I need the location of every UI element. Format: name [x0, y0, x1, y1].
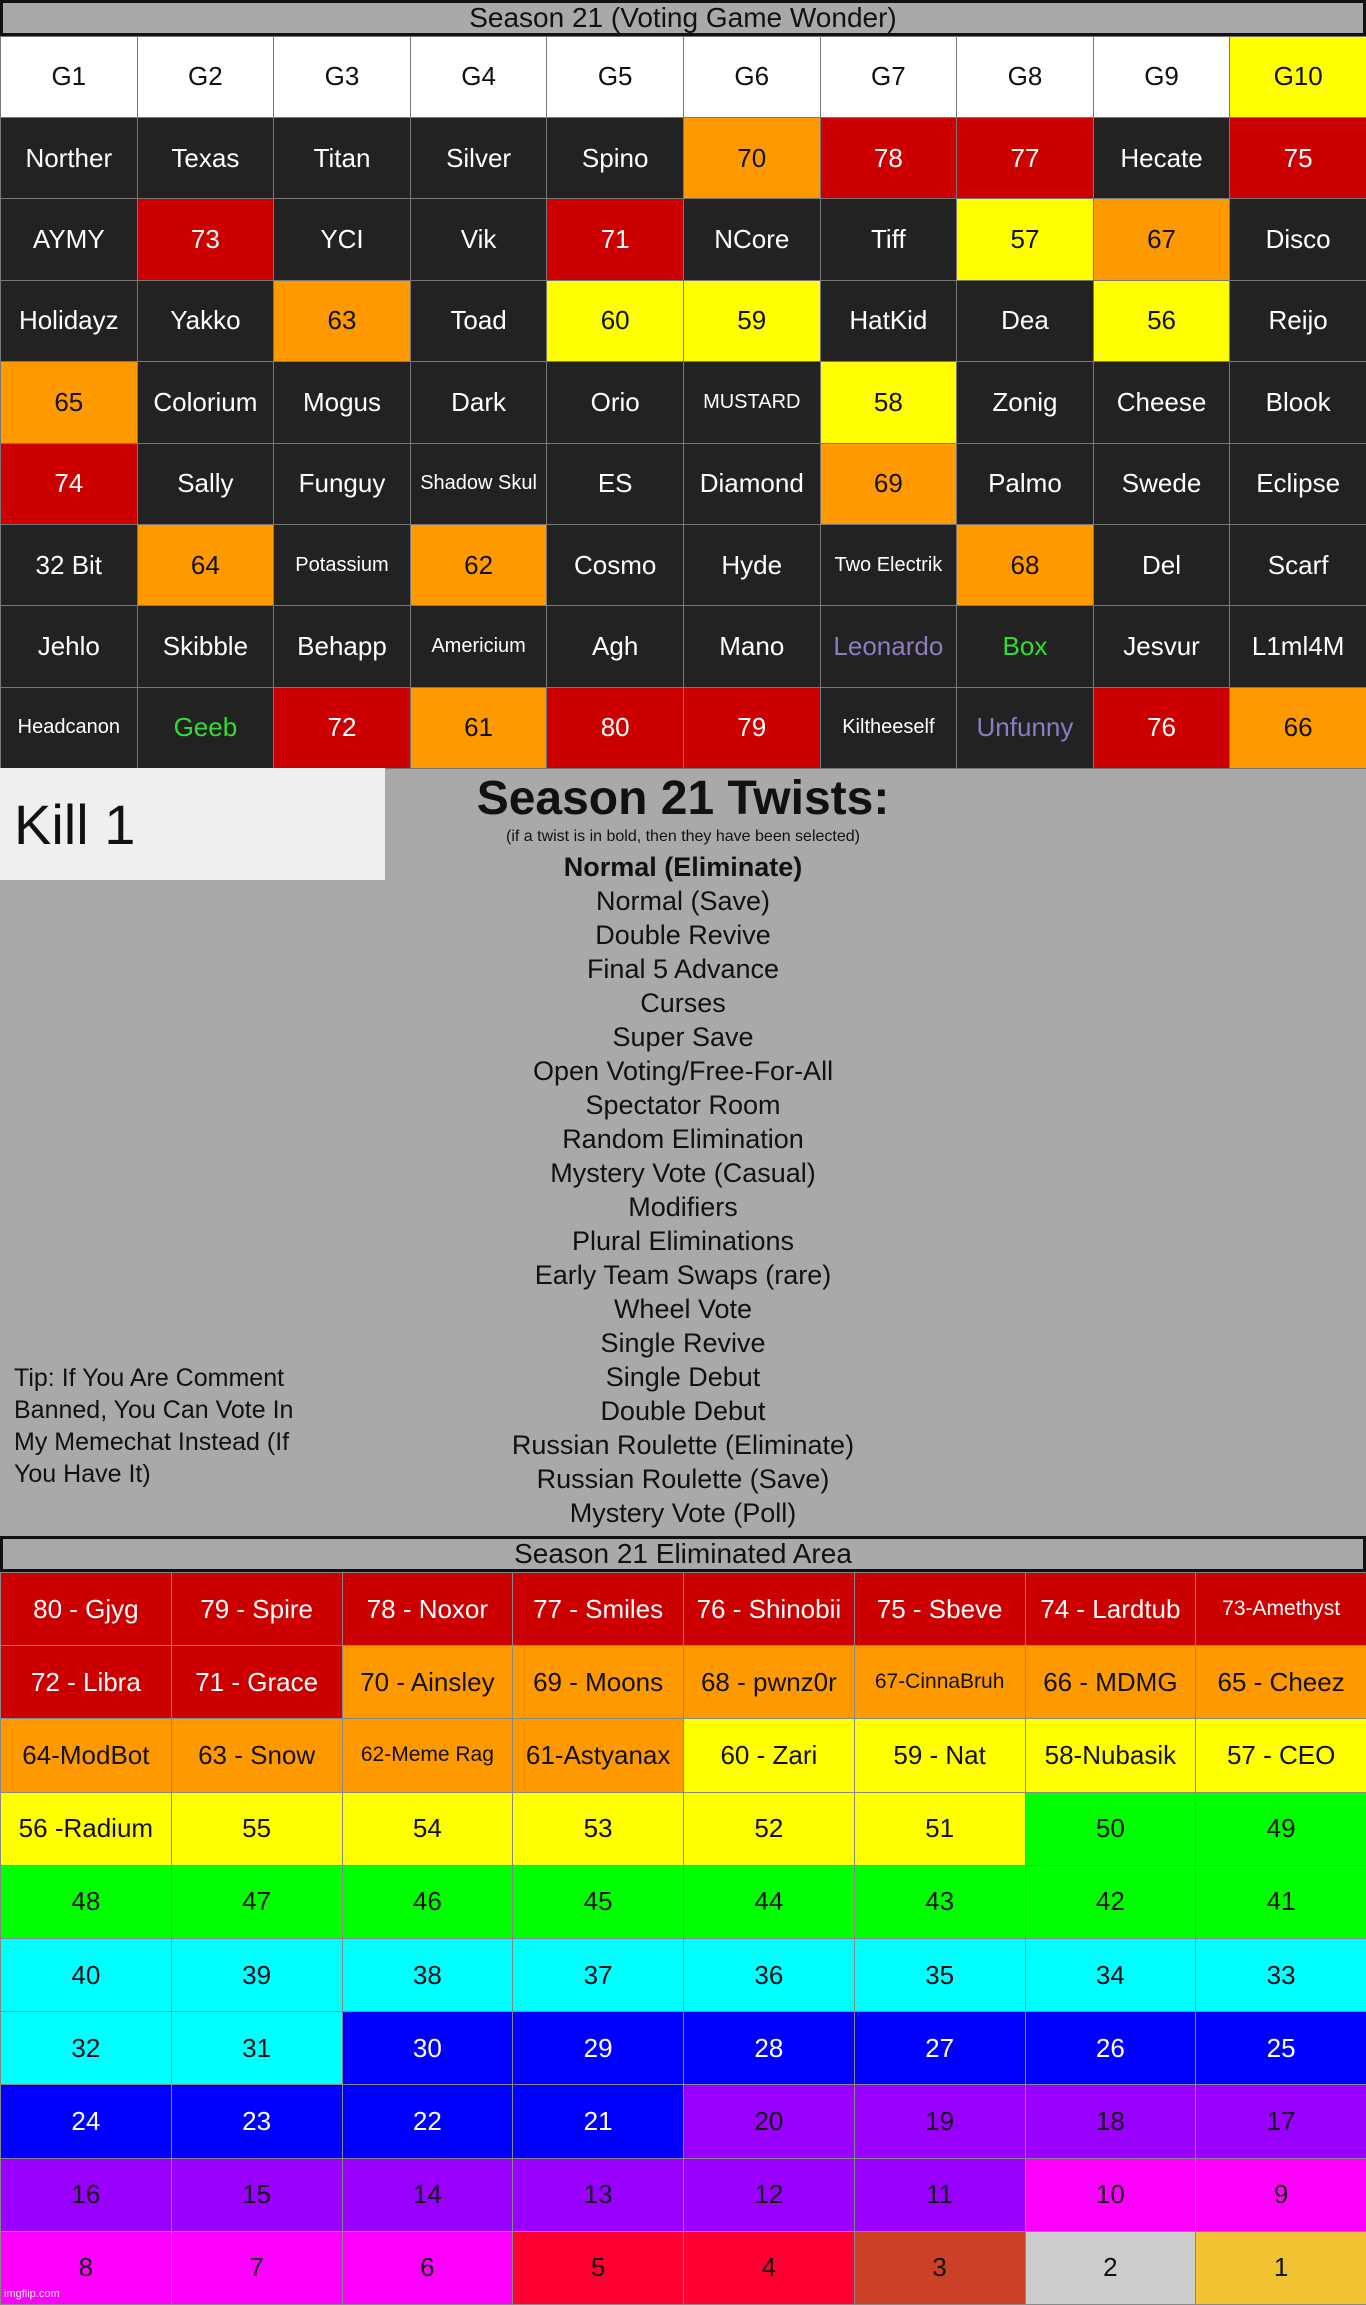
contestant-cell: 61: [410, 687, 547, 768]
contestant-cell: Colorium: [137, 362, 274, 443]
contestant-cell: Dark: [410, 362, 547, 443]
contestant-cell: 57: [957, 199, 1094, 280]
eliminated-row: [1, 1865, 1366, 1938]
contestant-cell: Shadow Skul: [410, 443, 547, 524]
eliminated-cell: 21: [513, 2085, 684, 2158]
eliminated-cell: 6: [342, 2231, 513, 2304]
season-title-banner: [0, 0, 1366, 36]
group-header: G2: [137, 37, 274, 118]
season-title: Season 21 (Voting Game Wonder): [469, 2, 897, 34]
contestant-cell: Potassium: [274, 524, 411, 605]
eliminated-cell: 57 - CEO: [1196, 1719, 1366, 1792]
twist-item: Early Team Swaps (rare): [383, 1258, 983, 1292]
contestant-cell: 71: [547, 199, 684, 280]
eliminated-cell: 17: [1196, 2085, 1366, 2158]
contestant-cell: 66: [1230, 687, 1366, 768]
twist-item: Single Debut: [383, 1360, 983, 1394]
voting-grid: [0, 36, 1366, 769]
eliminated-cell: 25: [1196, 2012, 1366, 2085]
watermark: imgflip.com: [4, 2288, 60, 2300]
contestant-cell: Box: [957, 606, 1094, 687]
contestant-cell: Norther: [1, 118, 138, 199]
contestant-cell: Silver: [410, 118, 547, 199]
twist-item: Double Revive: [383, 918, 983, 952]
eliminated-row: [1, 2231, 1366, 2304]
eliminated-cell: 7: [171, 2231, 342, 2304]
twist-item: Russian Roulette (Eliminate): [383, 1428, 983, 1462]
contestant-cell: 76: [1093, 687, 1230, 768]
twist-item: Final 5 Advance: [383, 952, 983, 986]
eliminated-cell: 15: [171, 2158, 342, 2231]
eliminated-cell: 79 - Spire: [171, 1573, 342, 1646]
voting-row: [1, 443, 1366, 524]
eliminated-cell: 12: [684, 2158, 855, 2231]
voting-row: [1, 362, 1366, 443]
eliminated-cell: 52: [684, 1792, 855, 1865]
twist-item: Modifiers: [383, 1190, 983, 1224]
eliminated-row: [1, 1938, 1366, 2011]
contestant-cell: Holidayz: [1, 280, 138, 361]
contestant-cell: 58: [820, 362, 957, 443]
contestant-cell: Mano: [683, 606, 820, 687]
contestant-cell: Cheese: [1093, 362, 1230, 443]
eliminated-cell: 54: [342, 1792, 513, 1865]
eliminated-cell: 19: [854, 2085, 1025, 2158]
contestant-cell: Hecate: [1093, 118, 1230, 199]
eliminated-grid: [0, 1572, 1366, 2305]
eliminated-cell: 65 - Cheez: [1196, 1646, 1366, 1719]
contestant-cell: Palmo: [957, 443, 1094, 524]
eliminated-row: [1, 1573, 1366, 1646]
eliminated-cell: 66 - MDMG: [1025, 1646, 1196, 1719]
eliminated-cell: 24: [1, 2085, 172, 2158]
contestant-cell: ES: [547, 443, 684, 524]
voting-row: [1, 524, 1366, 605]
contestant-cell: 77: [957, 118, 1094, 199]
eliminated-cell: 4: [684, 2231, 855, 2304]
eliminated-cell: 41: [1196, 1865, 1366, 1938]
contestant-cell: Blook: [1230, 362, 1366, 443]
contestant-cell: Del: [1093, 524, 1230, 605]
contestant-cell: 78: [820, 118, 957, 199]
voting-row: [1, 606, 1366, 687]
contestant-cell: 59: [683, 280, 820, 361]
kill-label: Kill 1: [14, 792, 135, 857]
eliminated-cell: 30: [342, 2012, 513, 2085]
contestant-cell: Scarf: [1230, 524, 1366, 605]
contestant-cell: NCore: [683, 199, 820, 280]
eliminated-cell: 78 - Noxor: [342, 1573, 513, 1646]
contestant-cell: Skibble: [137, 606, 274, 687]
contestant-cell: YCI: [274, 199, 411, 280]
group-header: G10: [1230, 37, 1366, 118]
twist-item: Open Voting/Free-For-All: [383, 1054, 983, 1088]
contestant-cell: 74: [1, 443, 138, 524]
contestant-cell: Americium: [410, 606, 547, 687]
eliminated-cell: 9: [1196, 2158, 1366, 2231]
eliminated-cell: 14: [342, 2158, 513, 2231]
eliminated-cell: 31: [171, 2012, 342, 2085]
contestant-cell: 72: [274, 687, 411, 768]
contestant-cell: 80: [547, 687, 684, 768]
voting-row: [1, 687, 1366, 768]
twists-panel: [383, 768, 983, 1530]
eliminated-cell: 61-Astyanax: [513, 1719, 684, 1792]
eliminated-cell: 2: [1025, 2231, 1196, 2304]
contestant-cell: Headcanon: [1, 687, 138, 768]
contestant-cell: Eclipse: [1230, 443, 1366, 524]
eliminated-cell: 37: [513, 1938, 684, 2011]
eliminated-cell: 23: [171, 2085, 342, 2158]
contestant-cell: 73: [137, 199, 274, 280]
eliminated-cell: 36: [684, 1938, 855, 2011]
eliminated-area-title: Season 21 Eliminated Area: [514, 1538, 852, 1570]
eliminated-cell: 18: [1025, 2085, 1196, 2158]
contestant-cell: Leonardo: [820, 606, 957, 687]
eliminated-cell: 38: [342, 1938, 513, 2011]
eliminated-cell: 76 - Shinobii: [684, 1573, 855, 1646]
eliminated-cell: 39: [171, 1938, 342, 2011]
eliminated-cell: 49: [1196, 1792, 1366, 1865]
voting-row: [1, 199, 1366, 280]
twists-list: [383, 850, 983, 1530]
eliminated-cell: 53: [513, 1792, 684, 1865]
group-header-row: [1, 37, 1366, 118]
eliminated-cell: 40: [1, 1938, 172, 2011]
contestant-cell: Kiltheeself: [820, 687, 957, 768]
contestant-cell: 62: [410, 524, 547, 605]
group-header: G9: [1093, 37, 1230, 118]
eliminated-cell: 32: [1, 2012, 172, 2085]
eliminated-cell: 75 - Sbeve: [854, 1573, 1025, 1646]
contestant-cell: 32 Bit: [1, 524, 138, 605]
contestant-cell: Mogus: [274, 362, 411, 443]
twist-item: Wheel Vote: [383, 1292, 983, 1326]
contestant-cell: Geeb: [137, 687, 274, 768]
eliminated-cell: 43: [854, 1865, 1025, 1938]
contestant-cell: Spino: [547, 118, 684, 199]
contestant-cell: L1ml4M: [1230, 606, 1366, 687]
eliminated-cell: 55: [171, 1792, 342, 1865]
eliminated-cell: 46: [342, 1865, 513, 1938]
twist-item: Normal (Save): [383, 884, 983, 918]
eliminated-cell: 60 - Zari: [684, 1719, 855, 1792]
eliminated-cell: 48: [1, 1865, 172, 1938]
eliminated-cell: 35: [854, 1938, 1025, 2011]
eliminated-cell: 68 - pwnz0r: [684, 1646, 855, 1719]
contestant-cell: 79: [683, 687, 820, 768]
eliminated-cell: 8: [1, 2231, 172, 2304]
eliminated-cell: 45: [513, 1865, 684, 1938]
eliminated-cell: 11: [854, 2158, 1025, 2231]
eliminated-cell: 63 - Snow: [171, 1719, 342, 1792]
eliminated-cell: 3: [854, 2231, 1025, 2304]
contestant-cell: Behapp: [274, 606, 411, 687]
contestant-cell: Texas: [137, 118, 274, 199]
contestant-cell: HatKid: [820, 280, 957, 361]
eliminated-cell: 33: [1196, 1938, 1366, 2011]
twist-item: Double Debut: [383, 1394, 983, 1428]
twist-item: Spectator Room: [383, 1088, 983, 1122]
eliminated-cell: 20: [684, 2085, 855, 2158]
eliminated-cell: 13: [513, 2158, 684, 2231]
contestant-cell: 63: [274, 280, 411, 361]
contestant-cell: Agh: [547, 606, 684, 687]
eliminated-cell: 5: [513, 2231, 684, 2304]
eliminated-cell: 80 - Gjyg: [1, 1573, 172, 1646]
eliminated-cell: 59 - Nat: [854, 1719, 1025, 1792]
twist-item: Russian Roulette (Save): [383, 1462, 983, 1496]
contestant-cell: Tiff: [820, 199, 957, 280]
contestant-cell: 64: [137, 524, 274, 605]
eliminated-cell: 67-CinnaBruh: [854, 1646, 1025, 1719]
group-header: G8: [957, 37, 1094, 118]
group-header: G6: [683, 37, 820, 118]
twist-item: Mystery Vote (Casual): [383, 1156, 983, 1190]
contestant-cell: 56: [1093, 280, 1230, 361]
contestant-cell: MUSTARD: [683, 362, 820, 443]
eliminated-cell: 74 - Lardtub: [1025, 1573, 1196, 1646]
contestant-cell: Two Electrik: [820, 524, 957, 605]
eliminated-cell: 26: [1025, 2012, 1196, 2085]
contestant-cell: Funguy: [274, 443, 411, 524]
eliminated-cell: 72 - Libra: [1, 1646, 172, 1719]
tip-text: Tip: If You Are Comment Banned, You Can Vote In My Memechat Instead (If You Have It): [14, 1362, 314, 1490]
contestant-cell: Toad: [410, 280, 547, 361]
contestant-cell: Yakko: [137, 280, 274, 361]
contestant-cell: Jehlo: [1, 606, 138, 687]
eliminated-cell: 70 - Ainsley: [342, 1646, 513, 1719]
eliminated-cell: 27: [854, 2012, 1025, 2085]
eliminated-cell: 34: [1025, 1938, 1196, 2011]
group-header: G3: [274, 37, 411, 118]
voting-row: [1, 118, 1366, 199]
eliminated-cell: 62-Meme Rag: [342, 1719, 513, 1792]
contestant-cell: 70: [683, 118, 820, 199]
eliminated-cell: 50: [1025, 1792, 1196, 1865]
group-header: G1: [1, 37, 138, 118]
eliminated-cell: 73-Amethyst: [1196, 1573, 1366, 1646]
contestant-cell: Orio: [547, 362, 684, 443]
contestant-cell: 60: [547, 280, 684, 361]
contestant-cell: 69: [820, 443, 957, 524]
group-header: G4: [410, 37, 547, 118]
contestant-cell: Disco: [1230, 199, 1366, 280]
eliminated-cell: 29: [513, 2012, 684, 2085]
contestant-cell: Titan: [274, 118, 411, 199]
contestant-cell: Dea: [957, 280, 1094, 361]
eliminated-cell: 10: [1025, 2158, 1196, 2231]
contestant-cell: Hyde: [683, 524, 820, 605]
eliminated-cell: 64-ModBot: [1, 1719, 172, 1792]
contestant-cell: 75: [1230, 118, 1366, 199]
eliminated-cell: 42: [1025, 1865, 1196, 1938]
contestant-cell: 67: [1093, 199, 1230, 280]
voting-row: [1, 280, 1366, 361]
twist-item: Normal (Eliminate): [383, 850, 983, 884]
eliminated-cell: 51: [854, 1792, 1025, 1865]
twist-item: Mystery Vote (Poll): [383, 1496, 983, 1530]
twist-item: Super Save: [383, 1020, 983, 1054]
twist-item: Plural Eliminations: [383, 1224, 983, 1258]
eliminated-cell: 16: [1, 2158, 172, 2231]
eliminated-row: [1, 1719, 1366, 1792]
eliminated-cell: 28: [684, 2012, 855, 2085]
contestant-cell: Cosmo: [547, 524, 684, 605]
contestant-cell: Unfunny: [957, 687, 1094, 768]
eliminated-row: [1, 1646, 1366, 1719]
eliminated-row: [1, 2158, 1366, 2231]
eliminated-area-banner: [0, 1536, 1366, 1572]
eliminated-cell: 44: [684, 1865, 855, 1938]
contestant-cell: Zonig: [957, 362, 1094, 443]
eliminated-cell: 1: [1196, 2231, 1366, 2304]
contestant-cell: Reijo: [1230, 280, 1366, 361]
eliminated-cell: 77 - Smiles: [513, 1573, 684, 1646]
contestant-cell: Jesvur: [1093, 606, 1230, 687]
contestant-cell: Vik: [410, 199, 547, 280]
twist-item: Single Revive: [383, 1326, 983, 1360]
twists-note: (if a twist is in bold, then they have been selected): [383, 828, 983, 846]
kill-label-box: [0, 768, 385, 880]
contestant-cell: Diamond: [683, 443, 820, 524]
eliminated-cell: 71 - Grace: [171, 1646, 342, 1719]
eliminated-cell: 58-Nubasik: [1025, 1719, 1196, 1792]
twist-item: Random Elimination: [383, 1122, 983, 1156]
eliminated-cell: 22: [342, 2085, 513, 2158]
eliminated-cell: 69 - Moons: [513, 1646, 684, 1719]
contestant-cell: Sally: [137, 443, 274, 524]
twists-title: Season 21 Twists:: [383, 774, 983, 824]
eliminated-row: [1, 2012, 1366, 2085]
group-header: G5: [547, 37, 684, 118]
eliminated-row: [1, 2085, 1366, 2158]
contestant-cell: 68: [957, 524, 1094, 605]
contestant-cell: AYMY: [1, 199, 138, 280]
contestant-cell: 65: [1, 362, 138, 443]
group-header: G7: [820, 37, 957, 118]
twist-item: Curses: [383, 986, 983, 1020]
eliminated-cell: 56 -Radium: [1, 1792, 172, 1865]
eliminated-row: [1, 1792, 1366, 1865]
contestant-cell: Swede: [1093, 443, 1230, 524]
eliminated-cell: 47: [171, 1865, 342, 1938]
